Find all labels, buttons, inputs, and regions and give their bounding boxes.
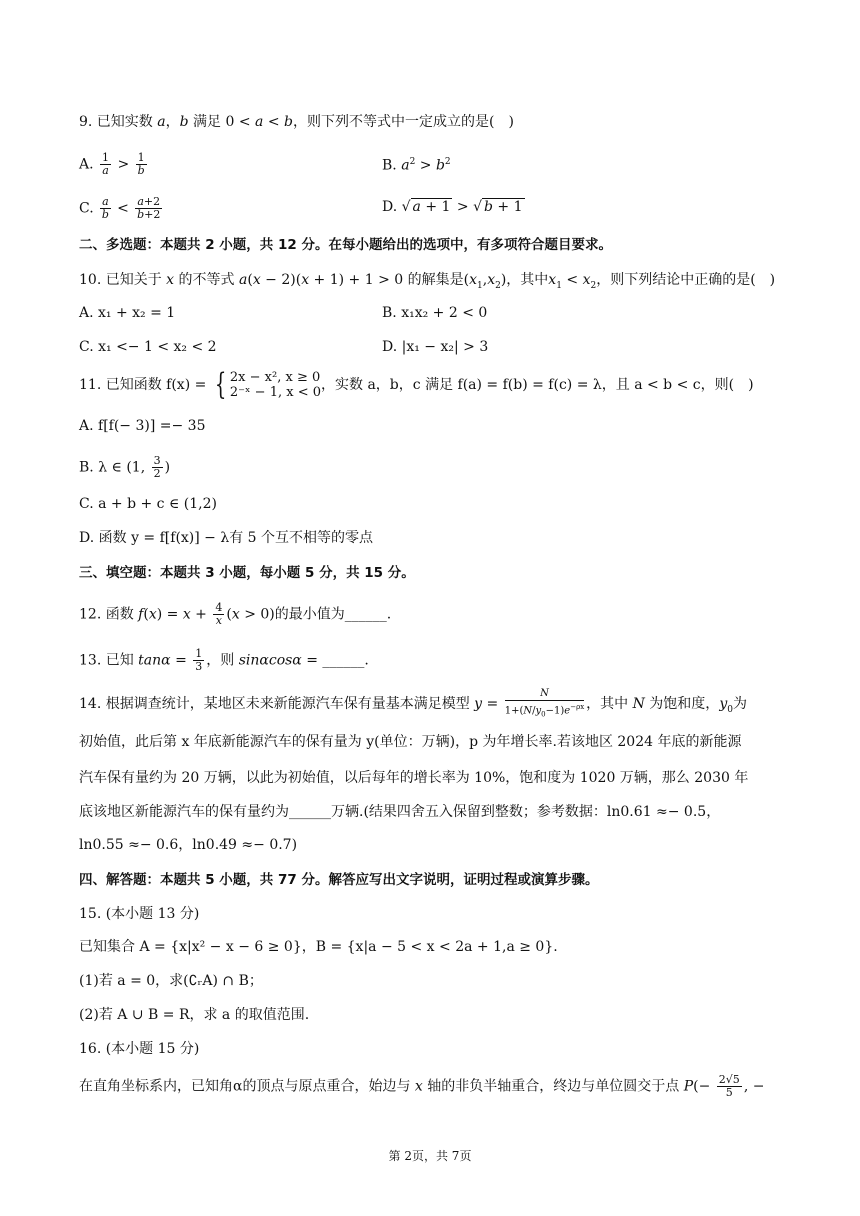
q14-line-1: 14. 根据调查统计，某地区未来新能源汽车保有量基本满足模型 y = $\frac{N}{1+(N/y_0-1)e^{-\rho x}}$ ，其中 N 为饱和度，$y_0$为 <box>79 688 747 719</box>
q10-option-b: B. x₁x₂ + 2 < 0 <box>382 305 488 321</box>
piecewise-cases <box>230 370 321 400</box>
q12-stem: 12. 函数 f(x) = x + $\frac{4}{x} (x > 0)$的最小值为______. <box>79 601 392 627</box>
piecewise-brace: { <box>214 367 227 402</box>
section-heading-multi-choice: 二、多选题：本题共 2 小题，共 12 分。在每小题给出的选项中，有多项符合题目要求。 <box>79 237 612 253</box>
q15-part-1: (1)若 a = 0，求(∁ᵣA) ∩ B； <box>79 973 263 989</box>
q11-case-2: 2⁻ˣ − 1, x < 0 <box>229 385 322 400</box>
q10-option-d: D. |x₁ − x₂| > 3 <box>382 339 489 355</box>
q10-stem: 10. 已知关于 x 的不等式 a(x − 2)(x + 1) + 1 > 0 的解集是$(x_1,x_2)$，其中$x_1 < x_2$，则下列结论中正确的是( ) <box>79 272 776 291</box>
q11-option-b: B. λ ∈ (1, $\frac{3}{2}$ ) <box>79 454 171 480</box>
q15-set-definition: 已知集合 A = {x|x² − x − 6 ≥ 0}，B = {x|a − 5 < x < 2a + 1,a ≥ 0}. <box>79 939 558 955</box>
q9-stem: 9. 已知实数 a，b 满足 0 < a < b，则下列不等式中一定成立的是( ) <box>79 114 514 130</box>
q14-line-5: ln0.55 ≈− 0.6，ln0.49 ≈− 0.7) <box>79 837 298 853</box>
page-footer: 第 2页，共 7页 <box>388 1149 472 1163</box>
q14-line-4: 底该地区新能源汽车的保有量约为______万辆.(结果四舍五入保留到整数；参考数据：ln0.61 ≈− 0.5， <box>79 804 721 820</box>
q15-part-2: (2)若 A ∪ B = R，求 a 的取值范围. <box>79 1007 310 1023</box>
q13-stem: 13. 已知 tanα = $\frac{1}{3}$ ，则 sinαcosα = ______. <box>79 647 369 673</box>
q14-line-3: 汽车保有量约为 20 万辆，以此为初始值，以后每年的增长率为 10%，饱和度为 1020 万辆，那么 2030 年 <box>79 770 749 786</box>
section-heading-answer: 四、解答题：本题共 5 小题，共 77 分。解答应写出文字说明，证明过程或演算步骤。 <box>79 872 599 888</box>
q11-case-1: 2x − x², x ≥ 0 <box>229 370 321 385</box>
q16-header: 16. (本小题 15 分) <box>79 1041 200 1057</box>
q11-option-d: D. 函数 y = f[f(x)] − λ有 5 个互不相等的零点 <box>79 530 374 546</box>
q11-stem-suffix: ，实数 a，b，c 满足 f(a) = f(b) = f(c) = λ，且 a < b < c，则( ) <box>321 377 754 393</box>
q9-option-c: C. $\frac{a}{b}$ < $\frac{a+2}{b+2}$ <box>79 195 161 221</box>
q9-option-b: B. $a^2 > b^2$ <box>382 157 451 174</box>
q16-line-1: 在直角坐标系内，已知角α的顶点与原点重合，始边与 x 轴的非负半轴重合，终边与单位圆交于点 P(− $\frac{2√5}{5}$ , − <box>79 1073 765 1099</box>
q11-stem <box>79 368 754 402</box>
q9-option-a: A. $\frac{1}{a}$ > $\frac{1}{b}$ <box>79 151 145 177</box>
q10-option-a: A. x₁ + x₂ = 1 <box>79 305 176 321</box>
q11-option-a: A. f[f(− 3)] =− 35 <box>79 418 206 434</box>
q11-stem-prefix: 11. 已知函数 f(x) = <box>79 377 207 393</box>
q11-option-c: C. a + b + c ∈ (1,2) <box>79 496 217 512</box>
q10-option-c: C. x₁ <− 1 < x₂ < 2 <box>79 339 217 355</box>
q15-header: 15. (本小题 13 分) <box>79 906 200 922</box>
q14-line-2: 初始值，此后第 x 年底新能源汽车的保有量为 y(单位：万辆)，p 为年增长率.若该地区 2024 年底的新能源 <box>79 734 742 750</box>
q9-option-d: D. √ a + 1 > √ b + 1 <box>382 199 523 215</box>
section-heading-fill-in: 三、填空题：本题共 3 小题，每小题 5 分，共 15 分。 <box>79 565 415 581</box>
